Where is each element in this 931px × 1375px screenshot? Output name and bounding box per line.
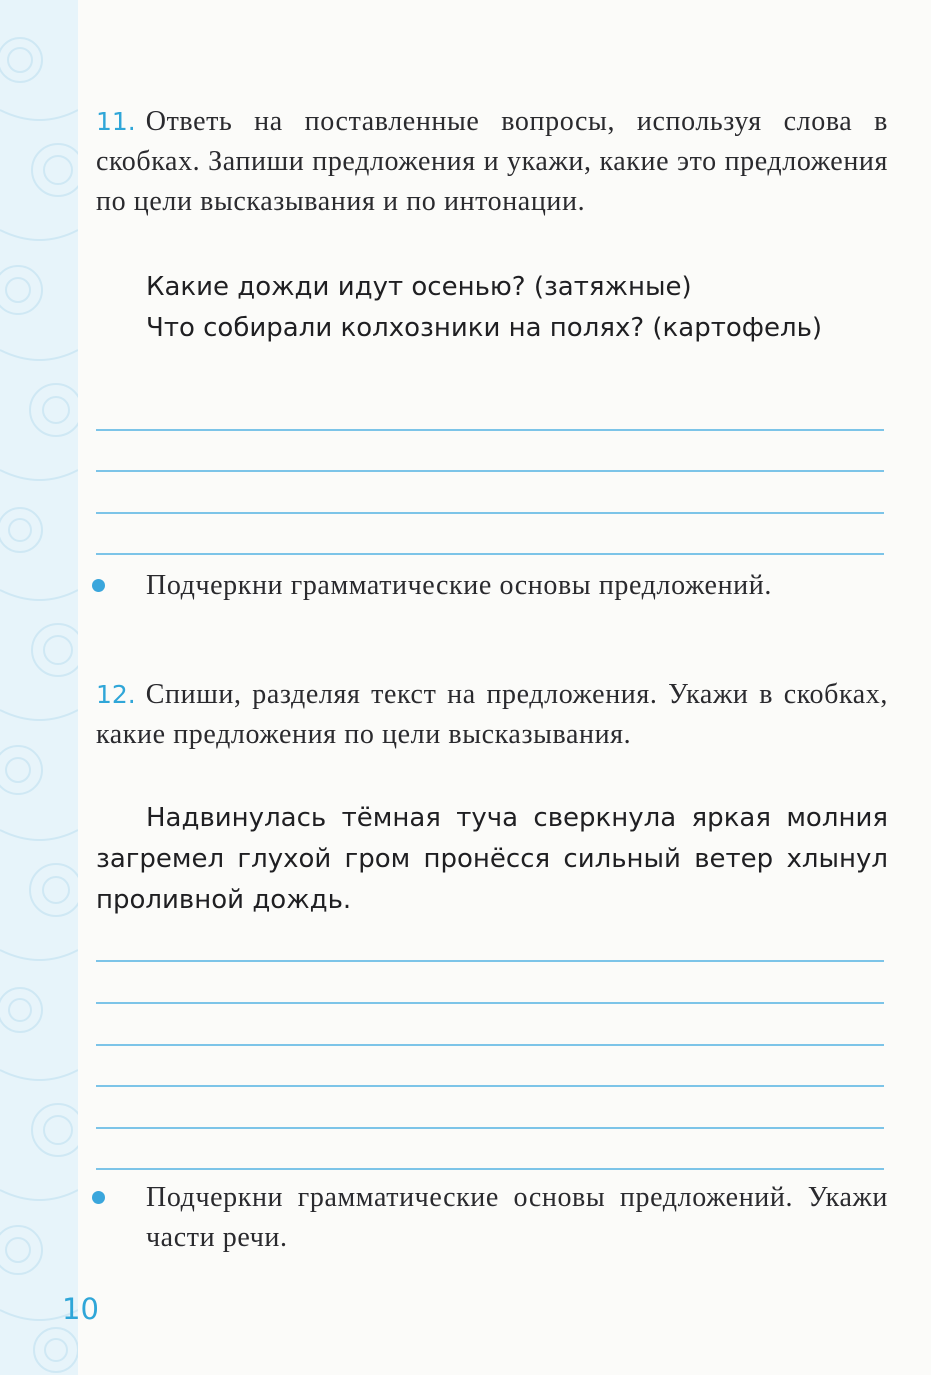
- task-12-bullet: [96, 1178, 888, 1258]
- task-11-bullet: [96, 566, 888, 606]
- task-11-question-2: Что собирали колхозники на полях? (картофель): [146, 313, 823, 343]
- writing-line: [96, 1085, 884, 1087]
- task-11-instruction: [96, 102, 888, 222]
- writing-line: [96, 960, 884, 962]
- task-11-bullet-text: Подчеркни грамматические основы предложений.: [146, 570, 772, 601]
- task-12: [96, 675, 888, 755]
- task-11-instruction-text: Ответь на поставленные вопросы, используя слова в скобках. Запиши предложения и укажи, какие это предложения по цели высказывания и по интонации.: [96, 106, 888, 217]
- writing-line: [96, 1044, 884, 1046]
- task-12-text-block: [96, 798, 888, 921]
- task-11: [96, 102, 888, 222]
- task-12-instruction: [96, 675, 888, 755]
- task-11-question-1: Какие дожди идут осенью? (затяжные): [146, 272, 692, 302]
- swirl-pattern-icon: [0, 0, 78, 1375]
- task-12-bullet-text: Подчеркни грамматические основы предложений. Укажи части речи.: [146, 1182, 888, 1253]
- task-11-questions: [96, 267, 888, 349]
- writing-line: [96, 1127, 884, 1129]
- bullet-icon: [92, 579, 105, 592]
- page-number: 10: [62, 1292, 99, 1326]
- task-12-text: Надвинулась тёмная туча сверкнула яркая молния загремел глухой гром пронёсся сильный ветер хлынул проливной дождь.: [96, 803, 888, 915]
- writing-line: [96, 1002, 884, 1004]
- bullet-icon: [92, 1191, 105, 1204]
- writing-line: [96, 429, 884, 431]
- writing-line: [96, 1168, 884, 1170]
- decorative-margin: [0, 0, 78, 1375]
- writing-line: [96, 470, 884, 472]
- task-12-instruction-text: Спиши, разделяя текст на предложения. Укажи в скобках, какие предложения по цели высказывания.: [96, 679, 888, 750]
- task-11-number: 11.: [96, 107, 136, 136]
- writing-line: [96, 512, 884, 514]
- writing-line: [96, 553, 884, 555]
- task-12-number: 12.: [96, 680, 136, 709]
